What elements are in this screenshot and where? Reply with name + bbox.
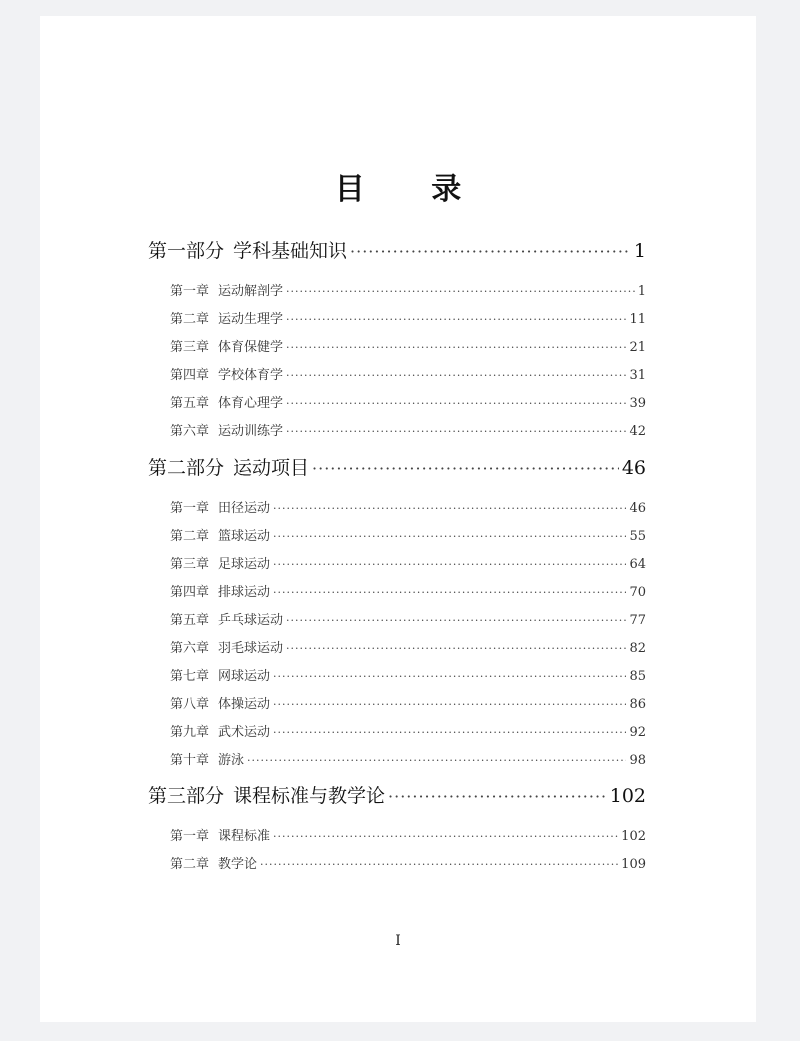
chapter-page-number: 55 [629, 529, 646, 544]
dot-leader [273, 670, 626, 683]
chapter-title: 篮球运动 [218, 529, 271, 544]
dot-leader [286, 397, 626, 410]
chapter-number: 第八章 [170, 697, 210, 712]
toc-chapter[interactable] [170, 280, 646, 299]
chapter-page-number: 31 [629, 368, 646, 383]
part-title: 学科基础知识 [233, 240, 348, 262]
toc-part-1[interactable] [148, 236, 646, 263]
chapter-page-number: 109 [621, 857, 646, 872]
dot-leader [273, 726, 626, 739]
toc-chapter[interactable] [170, 336, 646, 355]
document-page [40, 16, 756, 1022]
chapter-title: 网球运动 [218, 669, 271, 684]
dot-leader [273, 502, 626, 515]
chapter-number: 第五章 [170, 613, 210, 628]
toc-chapter[interactable] [170, 364, 646, 383]
toc-chapter[interactable] [170, 609, 646, 628]
chapter-title: 体育心理学 [218, 396, 284, 411]
chapter-title: 运动生理学 [218, 312, 284, 327]
chapter-title: 排球运动 [218, 585, 271, 600]
chapter-title: 乒乓球运动 [218, 613, 284, 628]
toc-chapter[interactable] [170, 497, 646, 516]
dot-leader [286, 341, 626, 354]
page-footer-number: I [395, 933, 401, 949]
chapter-page-number: 11 [629, 312, 646, 327]
dot-leader [286, 285, 635, 298]
toc-chapter[interactable] [170, 693, 646, 712]
chapter-number: 第二章 [170, 312, 210, 327]
toc-chapter[interactable] [170, 581, 646, 600]
dot-leader [273, 530, 626, 543]
dot-leader [286, 313, 626, 326]
chapter-number: 第十章 [170, 753, 210, 768]
chapter-title: 田径运动 [218, 501, 271, 516]
toc-chapter[interactable] [170, 665, 646, 684]
chapter-page-number: 77 [629, 613, 646, 628]
toc-chapter[interactable] [170, 308, 646, 327]
chapter-number: 第二章 [170, 857, 210, 872]
chapter-title: 体育保健学 [218, 340, 284, 355]
chapter-page-number: 46 [629, 501, 646, 516]
chapter-number: 第一章 [170, 829, 210, 844]
chapter-page-number: 39 [629, 396, 646, 411]
chapter-page-number: 42 [629, 424, 646, 439]
dot-leader [260, 858, 618, 871]
chapter-page-number: 1 [637, 284, 646, 299]
part-title: 运动项目 [233, 457, 310, 479]
chapter-number: 第九章 [170, 725, 210, 740]
dot-leader [273, 698, 626, 711]
chapter-title: 武术运动 [218, 725, 271, 740]
chapter-page-number: 64 [629, 557, 646, 572]
chapter-page-number: 86 [629, 697, 646, 712]
chapter-title: 教学论 [218, 857, 258, 872]
chapter-number: 第二章 [170, 529, 210, 544]
dot-leader [312, 459, 619, 478]
chapter-number: 第四章 [170, 368, 210, 383]
chapter-title: 体操运动 [218, 697, 271, 712]
chapter-page-number: 70 [629, 585, 646, 600]
chapter-title: 游泳 [218, 753, 245, 768]
toc-chapter[interactable] [170, 853, 646, 872]
chapter-page-number: 85 [629, 669, 646, 684]
chapter-title: 学校体育学 [218, 368, 284, 383]
part-title: 课程标准与教学论 [233, 785, 386, 807]
chapter-page-number: 82 [629, 641, 646, 656]
dot-leader [247, 754, 626, 767]
toc-chapter[interactable] [170, 825, 646, 844]
dot-leader [286, 614, 626, 627]
dot-leader [273, 830, 618, 843]
toc-part-2[interactable] [148, 453, 646, 480]
part-number: 第二部分 [148, 457, 225, 479]
chapter-number: 第六章 [170, 641, 210, 656]
chapter-page-number: 92 [629, 725, 646, 740]
chapter-number: 第五章 [170, 396, 210, 411]
chapter-title: 运动解剖学 [218, 284, 284, 299]
dot-leader [350, 242, 631, 261]
part-page-number: 1 [633, 240, 646, 262]
chapter-page-number: 98 [629, 753, 646, 768]
chapter-number: 第一章 [170, 284, 210, 299]
toc-chapter[interactable] [170, 637, 646, 656]
chapter-title: 羽毛球运动 [218, 641, 284, 656]
toc-chapter[interactable] [170, 749, 646, 768]
dot-leader [286, 425, 626, 438]
chapter-number: 第三章 [170, 557, 210, 572]
chapter-number: 第六章 [170, 424, 210, 439]
chapter-page-number: 21 [629, 340, 646, 355]
dot-leader [286, 642, 626, 655]
toc-part-3[interactable] [148, 781, 646, 808]
toc-chapter[interactable] [170, 525, 646, 544]
toc-chapter[interactable] [170, 553, 646, 572]
chapter-number: 第七章 [170, 669, 210, 684]
chapter-number: 第三章 [170, 340, 210, 355]
dot-leader [273, 558, 626, 571]
chapter-title: 课程标准 [218, 829, 271, 844]
part-page-number: 102 [609, 785, 646, 807]
chapter-number: 第一章 [170, 501, 210, 516]
page-title: 目 录 [334, 172, 490, 207]
dot-leader [286, 369, 626, 382]
part-number: 第一部分 [148, 240, 225, 262]
chapter-title: 运动训练学 [218, 424, 284, 439]
chapter-title: 足球运动 [218, 557, 271, 572]
part-page-number: 46 [621, 457, 646, 479]
chapter-number: 第四章 [170, 585, 210, 600]
dot-leader [273, 586, 626, 599]
toc-chapter[interactable] [170, 721, 646, 740]
dot-leader [388, 787, 607, 806]
part-number: 第三部分 [148, 785, 225, 807]
chapter-page-number: 102 [621, 829, 646, 844]
toc-chapter[interactable] [170, 420, 646, 439]
toc-chapter[interactable] [170, 392, 646, 411]
